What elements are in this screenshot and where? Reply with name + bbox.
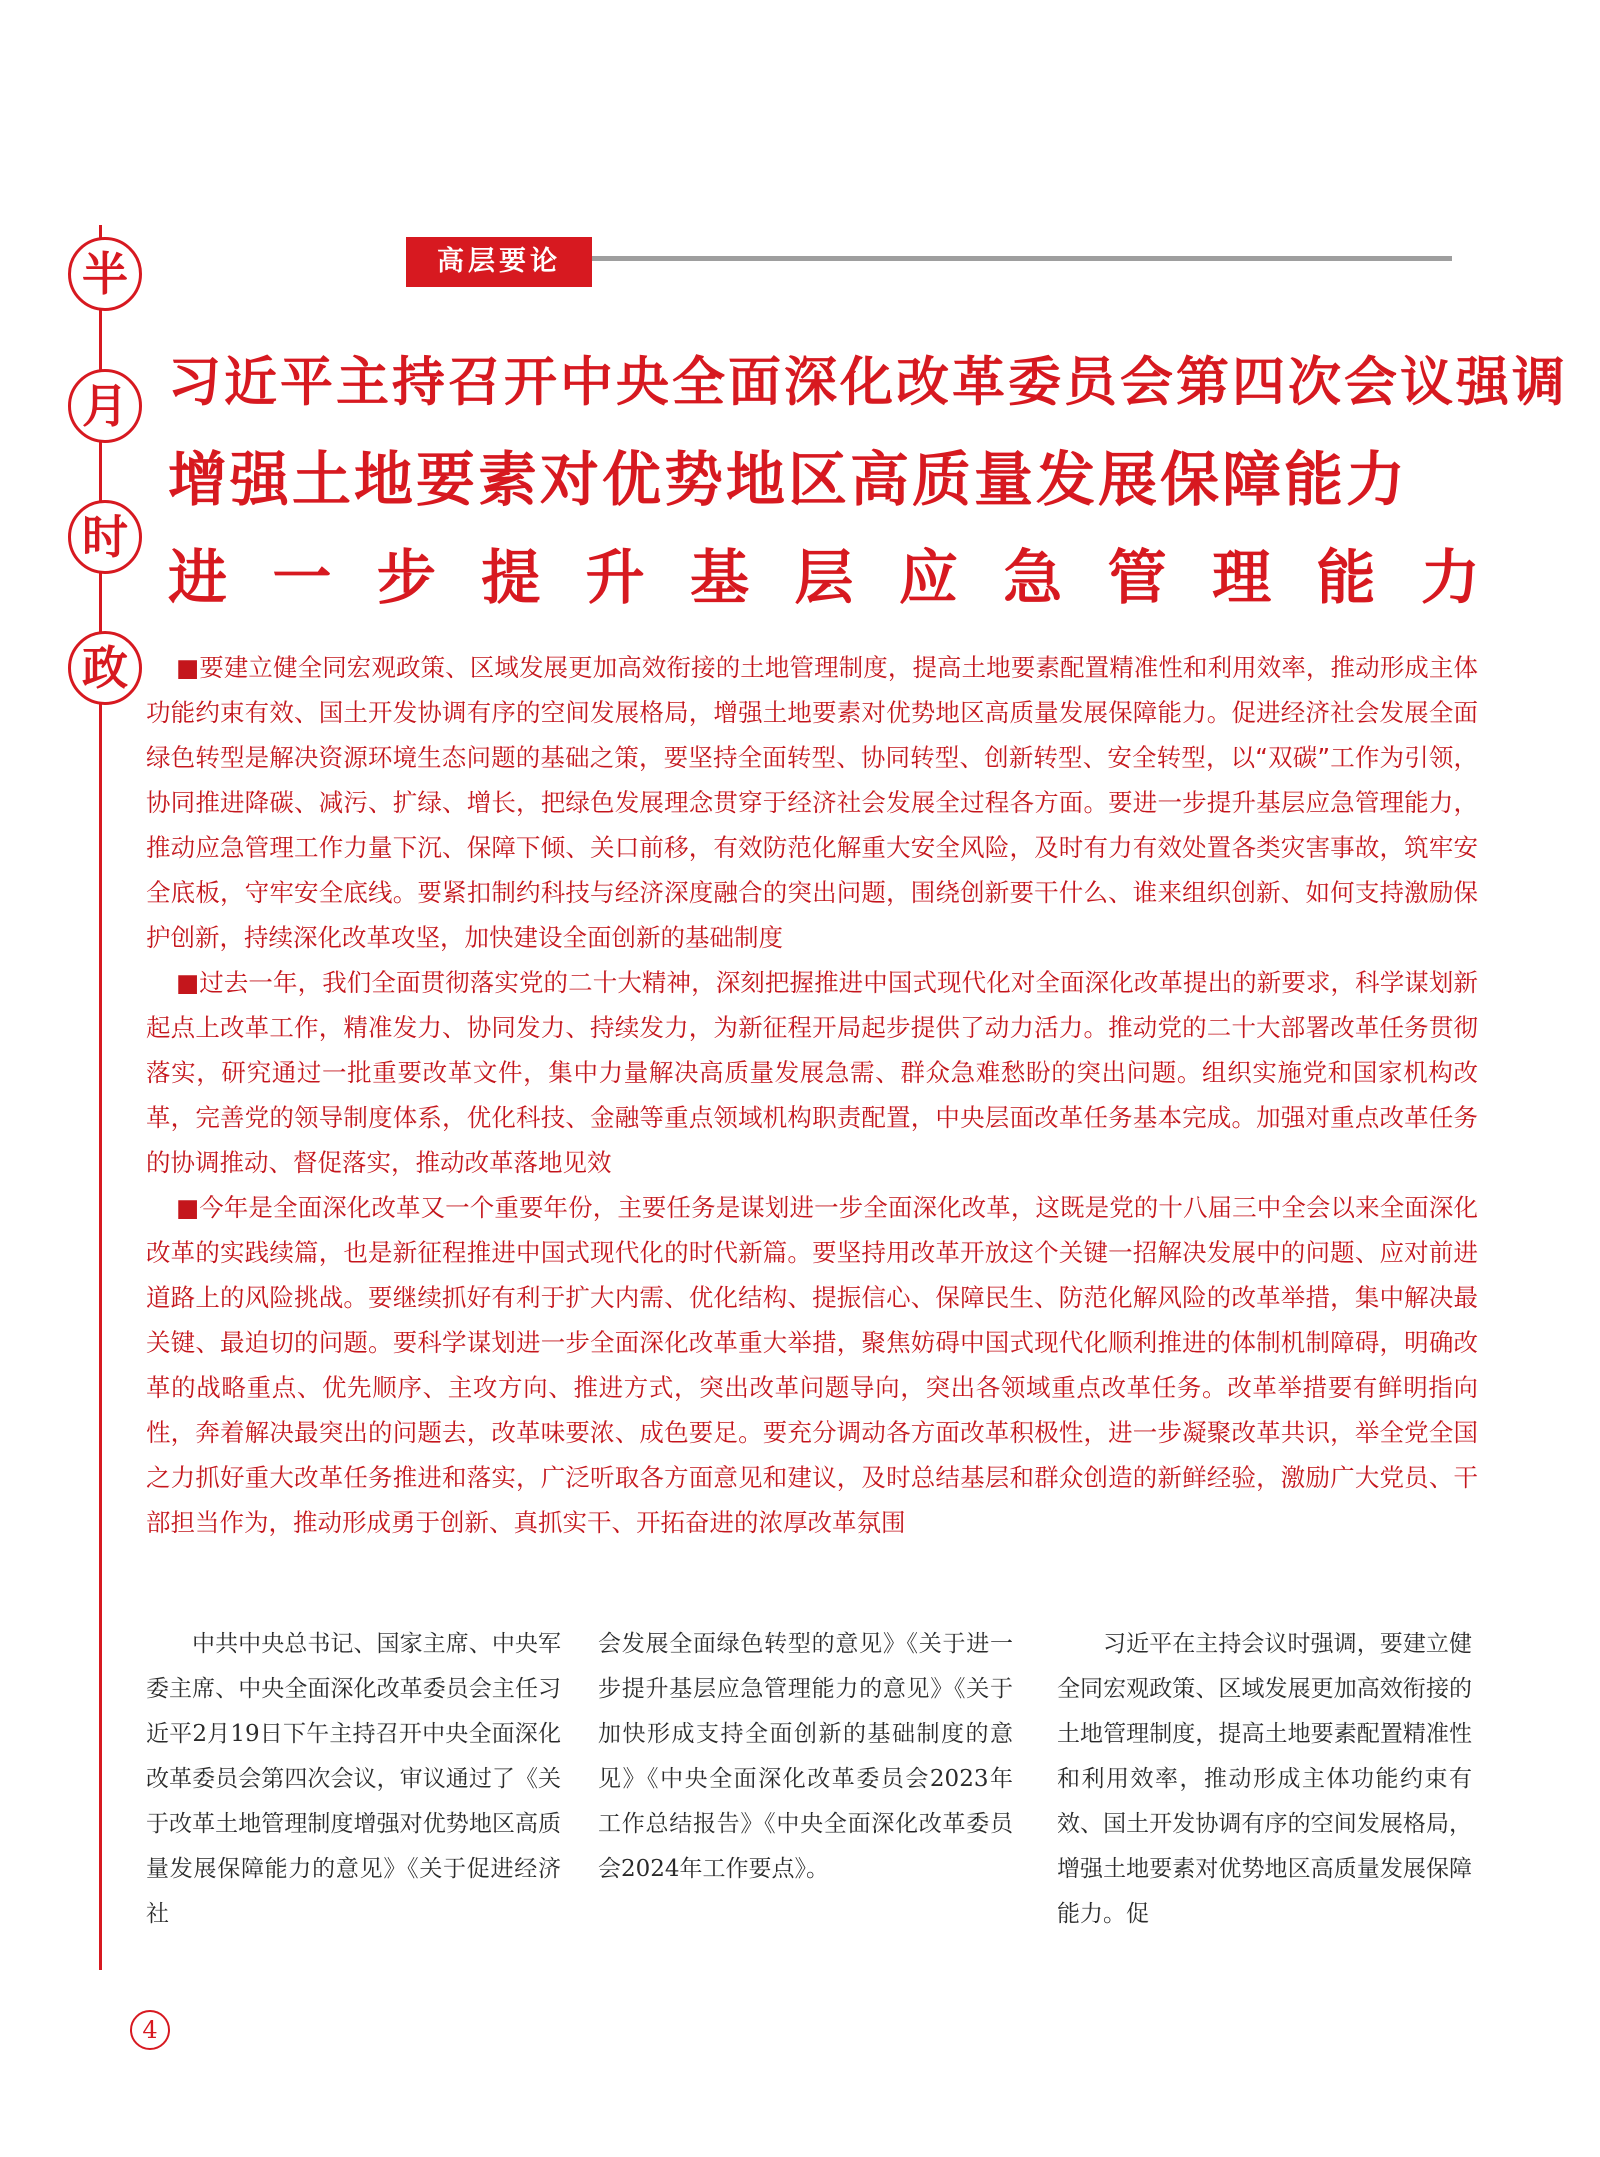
summary-paragraph bbox=[146, 645, 1478, 960]
body-column-3 bbox=[1057, 1622, 1472, 1937]
section-rule bbox=[592, 256, 1452, 261]
summary-paragraph bbox=[146, 960, 1478, 1185]
summary-paragraph bbox=[146, 1185, 1478, 1545]
headline-char: 应 bbox=[898, 543, 958, 612]
headline-char: 层 bbox=[794, 543, 854, 612]
section-badge: 高层要论 bbox=[406, 237, 592, 287]
headline-char: 进 bbox=[168, 543, 228, 612]
headline-char: 基 bbox=[690, 543, 750, 612]
bullet-square-icon: ■ bbox=[176, 968, 200, 997]
summary-text: 今年是全面深化改革又一个重要年份，主要任务是谋划进一步全面深化改革，这既是党的十八届三中全会以来全面深化改革的实践续篇，也是新征程推进中国式现代化的时代新篇。要坚持用改革开放这个关键一招解决发展中的问题、应对前进道路上的风险挑战。要继续抓好有利于扩大内需、优化结构、提振信心、保障民生、防范化解风险的改革举措，集中解决最关键、最迫切的问题。要科学谋划进一步全面深化改革重大举措，聚焦妨碍中国式现代化顺利推进的体制机制障碍，明确改革的战略重点、优先顺序、主攻方向、推进方式，突出改革问题导向，突出各领域重点改革任务。改革举措要有鲜明指向性，奔着解决最突出的问题去，改革味要浓、成色要足。要充分调动各方面改革积极性，进一步凝聚改革共识，举全党全国之力抓好重大改革任务推进和落实，广泛听取各方面意见和建议，及时总结基层和群众创造的新鲜经验，激励广大党员、干部担当作为，推动形成勇于创新、真抓实干、开拓奋进的浓厚改革氛围 bbox=[146, 1193, 1478, 1537]
sidebar-rule bbox=[99, 225, 102, 1970]
headline-char: 升 bbox=[585, 543, 645, 612]
headline-char: 能 bbox=[1316, 543, 1376, 612]
bullet-square-icon: ■ bbox=[176, 653, 200, 682]
headline-char: 理 bbox=[1212, 543, 1272, 612]
body-column-1 bbox=[146, 1622, 561, 1937]
body-paragraph: 会发展全面绿色转型的意见》《关于进一步提升基层应急管理能力的意见》《关于加快形成支持全面创新的基础制度的意见》《中央全面深化改革委员会2023年工作总结报告》《中央全面深化改革委员会2024年工作要点》。 bbox=[598, 1631, 1013, 1882]
headline-char: 急 bbox=[1003, 543, 1063, 612]
magazine-char-1: 半 bbox=[68, 237, 142, 311]
page-number: 4 bbox=[130, 2010, 170, 2050]
summary-block bbox=[146, 645, 1478, 1545]
headline-char: 力 bbox=[1420, 543, 1480, 612]
headline-char: 步 bbox=[376, 543, 436, 612]
headline-char: 一 bbox=[272, 543, 332, 612]
magazine-char-4: 政 bbox=[68, 631, 142, 705]
body-column-2 bbox=[598, 1622, 1013, 1892]
summary-text: 要建立健全同宏观政策、区域发展更加高效衔接的土地管理制度，提高土地要素配置精准性和利用效率，推动形成主体功能约束有效、国土开发协调有序的空间发展格局，增强土地要素对优势地区高质量发展保障能力。促进经济社会发展全面绿色转型是解决资源环境生态问题的基础之策，要坚持全面转型、协同转型、创新转型、安全转型，以“双碳”工作为引领，协同推进降碳、减污、扩绿、增长，把绿色发展理念贯穿于经济社会发展全过程各方面。要进一步提升基层应急管理能力，推动应急管理工作力量下沉、保障下倾、关口前移，有效防范化解重大安全风险，及时有力有效处置各类灾害事故，筑牢安全底板，守牢安全底线。要紧扣制约科技与经济深度融合的突出问题，围绕创新要干什么、谁来组织创新、如何支持激励保护创新，持续深化改革攻坚，加快建设全面创新的基础制度 bbox=[146, 653, 1478, 952]
magazine-char-3: 时 bbox=[68, 500, 142, 574]
magazine-char-2: 月 bbox=[68, 369, 142, 443]
headline-char: 提 bbox=[481, 543, 541, 612]
headline-line-2: 增强土地要素对优势地区高质量发展保障能力 bbox=[168, 445, 1409, 514]
body-paragraph: 中共中央总书记、国家主席、中央军委主席、中央全面深化改革委员会主任习近平2月19日下午主持召开中央全面深化改革委员会第四次会议，审议通过了《关于改革土地管理制度增强对优势地区高质量发展保障能力的意见》《关于促进经济社 bbox=[146, 1631, 561, 1927]
body-paragraph: 习近平在主持会议时强调，要建立健全同宏观政策、区域发展更加高效衔接的土地管理制度，提高土地要素配置精准性和利用效率，推动形成主体功能约束有效、国土开发协调有序的空间发展格局，增强土地要素对优势地区高质量发展保障能力。促 bbox=[1057, 1631, 1472, 1927]
headline-char: 管 bbox=[1107, 543, 1167, 612]
headline-line-3 bbox=[168, 530, 1480, 615]
summary-text: 过去一年，我们全面贯彻落实党的二十大精神，深刻把握推进中国式现代化对全面深化改革提出的新要求，科学谋划新起点上改革工作，精准发力、协同发力、持续发力，为新征程开局起步提供了动力活力。推动党的二十大部署改革任务贯彻落实，研究通过一批重要改革文件，集中力量解决高质量发展急需、群众急难愁盼的突出问题。组织实施党和国家机构改革，完善党的领导制度体系，优化科技、金融等重点领域机构职责配置，中央层面改革任务基本完成。加强对重点改革任务的协调推动、督促落实，推动改革落地见效 bbox=[146, 968, 1478, 1177]
headline-line-1: 习近平主持召开中央全面深化改革委员会第四次会议强调 bbox=[168, 352, 1568, 413]
bullet-square-icon: ■ bbox=[176, 1193, 200, 1222]
